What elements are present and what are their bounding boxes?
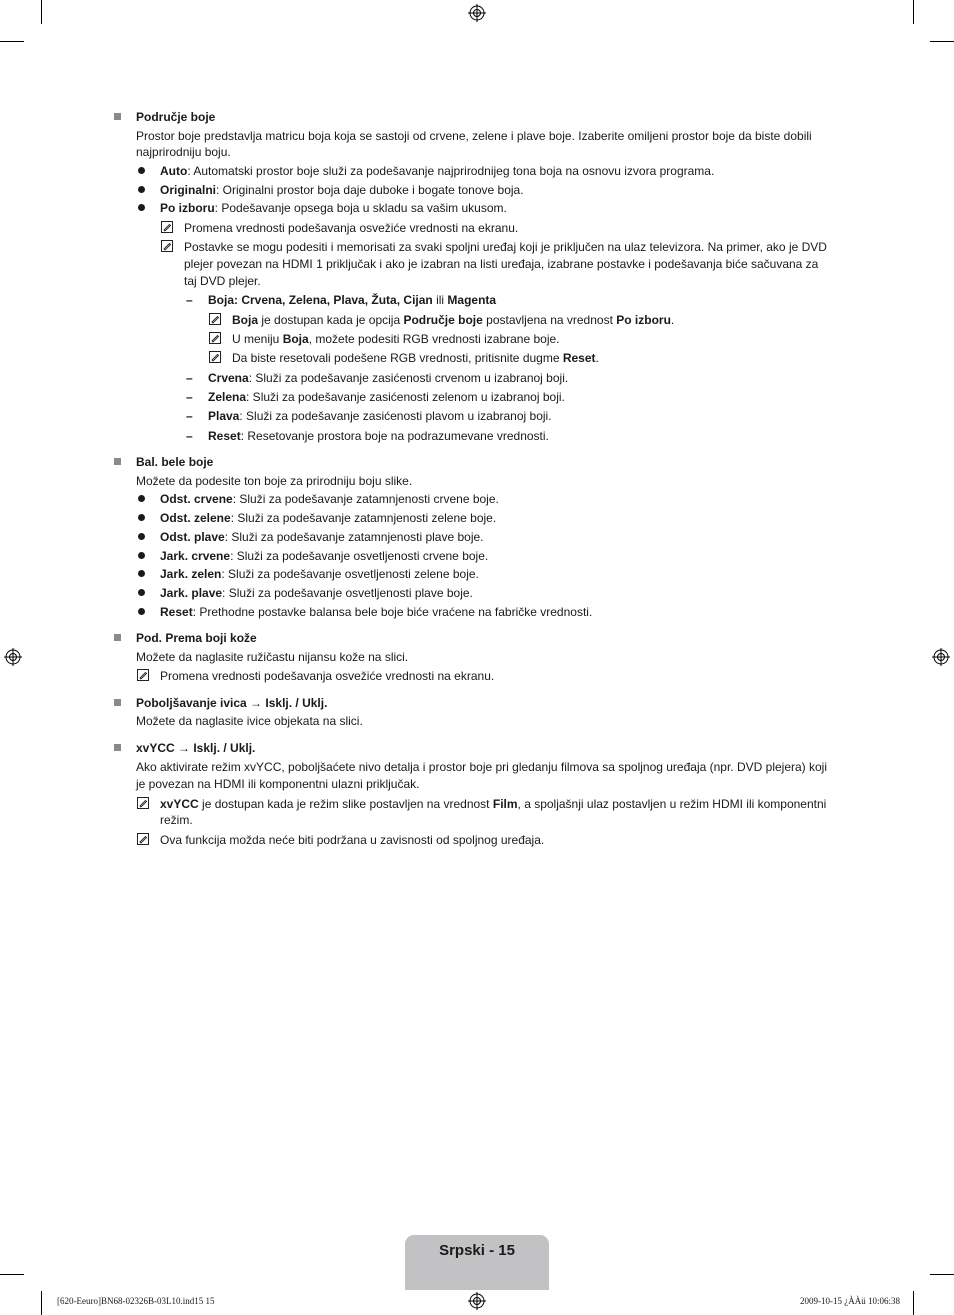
paragraph: Možete da naglasite ivice objekata na slici. xyxy=(136,714,363,728)
crop-mark xyxy=(41,0,42,24)
crop-mark xyxy=(41,1291,42,1315)
paragraph: Možete da naglasite ružičastu nijansu kože na slici. xyxy=(136,650,409,664)
crop-mark xyxy=(930,41,954,42)
term: Po izboru xyxy=(616,313,671,327)
term: Boja xyxy=(282,332,309,346)
term-desc: Da biste resetovali podešene RGB vrednosti, pritisnite dugme xyxy=(232,351,563,365)
list-item xyxy=(160,530,484,544)
term-desc: : Služi za podešavanje zatamnjenosti crvene boje. xyxy=(232,492,499,506)
term: Odst. zelene xyxy=(160,511,231,525)
square-bullet-icon xyxy=(114,699,121,706)
paragraph: Ako aktivirate režim xvYCC, poboljšaćete nivo detalja i prostor boje pri gledanju filmova sa spoljnog uređaja (npr. DVD plejera) koji xyxy=(136,760,828,774)
crop-mark xyxy=(913,0,914,24)
list-item xyxy=(160,164,714,178)
dot-bullet-icon xyxy=(138,589,145,596)
paragraph: je povezan na HDMI ili komponentni ulazni priključak. xyxy=(136,777,420,791)
dash-item xyxy=(208,293,496,307)
registration-mark-icon xyxy=(932,648,950,666)
dash-item xyxy=(208,390,565,404)
note-pencil-icon xyxy=(137,833,149,845)
print-slug-right: 2009-10-15 ¿ÀÀü 10:06:38 xyxy=(800,1296,900,1306)
crop-mark xyxy=(0,41,24,42)
registration-mark-icon xyxy=(468,1292,486,1310)
note-pencil-icon xyxy=(209,313,221,325)
term: Jark. plave xyxy=(160,586,223,600)
term-desc: : Služi za podešavanje zatamnjenosti zelene boje. xyxy=(230,511,497,525)
dash-item xyxy=(208,409,552,423)
list-item xyxy=(160,201,507,215)
list-item xyxy=(160,511,496,525)
square-bullet-icon xyxy=(114,634,121,641)
section-heading: Poboljšavanje ivica → Isklj. / Uklj. xyxy=(136,696,328,710)
term: Crvena xyxy=(208,371,249,385)
term: Film xyxy=(492,797,518,811)
dash-item xyxy=(208,429,549,443)
term-desc: : Služi za podešavanje osvetljenosti crvene boje. xyxy=(230,549,489,563)
term: Odst. plave xyxy=(160,530,225,544)
registration-mark-icon xyxy=(468,4,486,22)
paragraph: Možete da podesite ton boje za prirodniju boju slike. xyxy=(136,474,413,488)
note-text: plejer povezan na HDMI 1 priključak i ako je izabran na listi uređaja, izabrane postavke i podešavanja biće sačuvana za xyxy=(184,257,819,271)
term: Boja xyxy=(232,313,259,327)
note-text xyxy=(232,332,560,346)
term-desc: je dostupan kada je opcija xyxy=(258,313,404,327)
term: Boja: Crvena, Zelena, Plava, Žuta, Cijan xyxy=(208,293,433,307)
term: Auto xyxy=(160,164,188,178)
term-desc: . xyxy=(670,313,675,327)
term-desc: , a spoljašnji ulaz postavljen u režim HDMI ili komponentni xyxy=(517,797,827,811)
page-number-label: Srpski - 15 xyxy=(439,1242,515,1259)
section-heading: Područje boje xyxy=(136,110,216,124)
dash-item xyxy=(208,371,568,385)
paragraph: najprirodniju boju. xyxy=(136,145,231,159)
dot-bullet-icon xyxy=(138,552,145,559)
term-desc: : Služi za podešavanje osvetljenosti plave boje. xyxy=(222,586,473,600)
term-desc: : Prethodne postavke balansa bele boje biće vraćene na fabričke vrednosti. xyxy=(192,605,593,619)
note-text xyxy=(232,313,674,327)
square-bullet-icon xyxy=(114,113,121,120)
term-desc: . xyxy=(595,351,599,365)
term-desc: : Služi za podešavanje osvetljenosti zelene boje. xyxy=(221,567,479,581)
term-desc: : Služi za podešavanje zatamnjenosti plave boje. xyxy=(224,530,484,544)
dot-bullet-icon xyxy=(138,514,145,521)
dash-bullet: – xyxy=(186,293,193,307)
dot-bullet-icon xyxy=(138,204,145,211)
note-text xyxy=(232,351,599,365)
list-item xyxy=(160,183,524,197)
term: xvYCC xyxy=(160,797,199,811)
crop-mark xyxy=(0,1274,24,1275)
crop-mark xyxy=(930,1274,954,1275)
term-desc: , možete podesiti RGB vrednosti izabrane boje. xyxy=(308,332,560,346)
dash-bullet: – xyxy=(186,390,193,404)
term: Po izboru xyxy=(160,201,215,215)
note-text: Promena vrednosti podešavanja osvežiće vrednosti na ekranu. xyxy=(184,221,519,235)
note-text: režim. xyxy=(160,813,193,827)
dash-bullet: – xyxy=(186,371,193,385)
term-desc: : Resetovanje prostora boje na podrazumevane vrednosti. xyxy=(240,429,549,443)
term: Reset xyxy=(562,351,596,365)
registration-mark-icon xyxy=(4,648,22,666)
term: Jark. crvene xyxy=(160,549,231,563)
list-item xyxy=(160,567,479,581)
section-heading: Bal. bele boje xyxy=(136,455,214,469)
dash-bullet: – xyxy=(186,409,193,423)
note-text xyxy=(160,797,826,811)
square-bullet-icon xyxy=(114,744,121,751)
term-desc: je dostupan kada je režim slike postavljen na vrednost xyxy=(198,797,493,811)
term: Originalni xyxy=(160,183,217,197)
note-pencil-icon xyxy=(137,797,149,809)
term-desc: postavljena na vrednost xyxy=(482,313,617,327)
term-desc: : Podešavanje opsega boja u skladu sa vašim ukusom. xyxy=(214,201,507,215)
note-pencil-icon xyxy=(209,332,221,344)
term: Reset xyxy=(208,429,241,443)
term-desc: : Služi za podešavanje zasićenosti plavom u izabranoj boji. xyxy=(239,409,552,423)
term: Jark. zelen xyxy=(160,567,222,581)
term: Magenta xyxy=(447,293,497,307)
note-pencil-icon xyxy=(137,669,149,681)
term: Područje boje xyxy=(403,313,483,327)
note-pencil-icon xyxy=(161,240,173,252)
dot-bullet-icon xyxy=(138,186,145,193)
paragraph: Prostor boje predstavlja matricu boja koja se sastoji od crvene, zelene i plave boje. Izaberite omiljeni prostor boje da biste dobili xyxy=(136,129,812,143)
list-item xyxy=(160,605,592,619)
term-desc: : Služi za podešavanje zasićenosti zelenom u izabranoj boji. xyxy=(246,390,565,404)
note-text: Promena vrednosti podešavanja osvežiće vrednosti na ekranu. xyxy=(160,669,495,683)
note-text: Ova funkcija možda neće biti podržana u zavisnosti od spoljnog uređaja. xyxy=(160,833,545,847)
list-item xyxy=(160,549,488,563)
term-desc: : Automatski prostor boje služi za podešavanje najprirodnijeg tona boja na osnovu izvora programa. xyxy=(187,164,715,178)
term-desc: U meniju xyxy=(232,332,283,346)
note-pencil-icon xyxy=(209,351,221,363)
dot-bullet-icon xyxy=(138,570,145,577)
crop-mark xyxy=(913,1291,914,1315)
list-item xyxy=(160,492,499,506)
dash-bullet: – xyxy=(186,429,193,443)
dot-bullet-icon xyxy=(138,167,145,174)
term: Reset xyxy=(160,605,193,619)
square-bullet-icon xyxy=(114,458,121,465)
section-heading: xvYCC → Isklj. / Uklj. xyxy=(136,741,256,755)
term-desc: : Služi za podešavanje zasićenosti crvenom u izabranoj boji. xyxy=(248,371,569,385)
dot-bullet-icon xyxy=(138,495,145,502)
term: Odst. crvene xyxy=(160,492,233,506)
term: Plava xyxy=(208,409,240,423)
term-desc: : Originalni prostor boja daje duboke i bogate tonove boja. xyxy=(216,183,524,197)
note-pencil-icon xyxy=(161,221,173,233)
print-slug-left: [620-Eeuro]BN68-02326B-03L10.ind15 15 xyxy=(57,1296,215,1306)
term: Zelena xyxy=(208,390,247,404)
term-desc: ili xyxy=(432,293,448,307)
list-item xyxy=(160,586,473,600)
section-heading: Pod. Prema boji kože xyxy=(136,631,257,645)
note-text: Postavke se mogu podesiti i memorisati za svaki spoljni uređaj koji je priključen na ulaz televizora. Na primer, ako je DVD xyxy=(184,240,827,254)
dot-bullet-icon xyxy=(138,608,145,615)
dot-bullet-icon xyxy=(138,533,145,540)
note-text: taj DVD plejer. xyxy=(184,274,261,288)
